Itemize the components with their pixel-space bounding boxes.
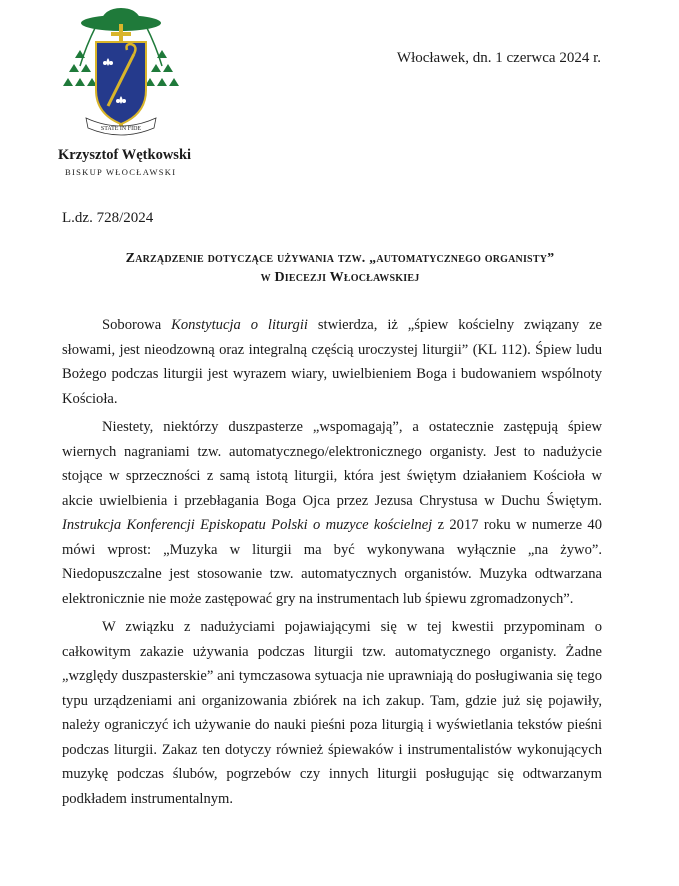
bishop-name: Krzysztof Wętkowski [58,147,192,163]
reference-number: L.dz. 728/2024 [62,210,154,226]
paragraph-1: Soborowa Konstytucja o liturgii stwierdza, iż „śpiew kościelny związany ze słowami, jest nieodzowną oraz integralną częścią uroczystej liturgii” (KL 112). Śpiew ludu Bożego podczas liturgii jest wyrazem wiary, uwielbieniem Boga i budowaniem wspólnoty Kościoła. [62,317,602,407]
document-title-line-1: Zarządzenie dotyczące używania tzw. „automatycznego organisty” [125,251,555,266]
place-and-date: Włocławek, dn. 1 czerwca 2024 r. [396,50,601,66]
bishop-title: BISKUP WŁOCŁAWSKI [65,167,177,177]
motto-text: STATE IN FIDE [100,126,142,132]
paragraph-2: Niestety, niektórzy duszpasterze „wspomagają”, a ostatecznie zastępują śpiew wiernych nagraniami tzw. automatycznego/elektronicznego organisty. Jest to nadużycie stojące w sprzeczności z samą istotą liturgii, która jest świętym działaniem Kościoła w akcie uwielbienia i przebłagania Boga Ojca przez Jezusa Chrystusa w Duchu Świętym. Instrukcja Konferencji Episkopatu Polski o muzyce kościelnej z 2017 roku w numerze 40 mówi wprost: „Muzyka w liturgii ma być wykonywana wyłącznie „na żywo”. Niedopuszczalne jest stosowanie tzw. automatycznych organistów. Muzyka odtwarzana elektronicznie nie może zastępować gry na instrumentach lub śpiewu zgromadzonych”. [62,419,602,607]
document-title-line-2: w Diecezji Włocławskiej [260,270,420,285]
document-body [62,313,602,811]
paragraph-3: W związku z nadużyciami pojawiającymi się w tej kwestii przypominam o całkowitym zakazie używania podczas liturgii tzw. automatycznego organisty. Żadne „względy duszpasterskie” ani tymczasowa sytuacja nie uprawniają do posługiwania się tego typu urządzeniami ani organizowania zbiórek na ich zakup. Tam, gdzie już się pojawiły, należy ograniczyć ich używanie do nauki pieśni poza liturgią i wyświetlania tekstów pieśni podczas liturgii. Zakaz ten dotyczy również śpiewaków i instrumentalistów wykonujących muzykę podczas ślubów, pogrzebów czy innych liturgii posługując się odtwarzanym podkładem instrumentalnym. [62,619,602,807]
coat-of-arms-logo [56,6,186,140]
